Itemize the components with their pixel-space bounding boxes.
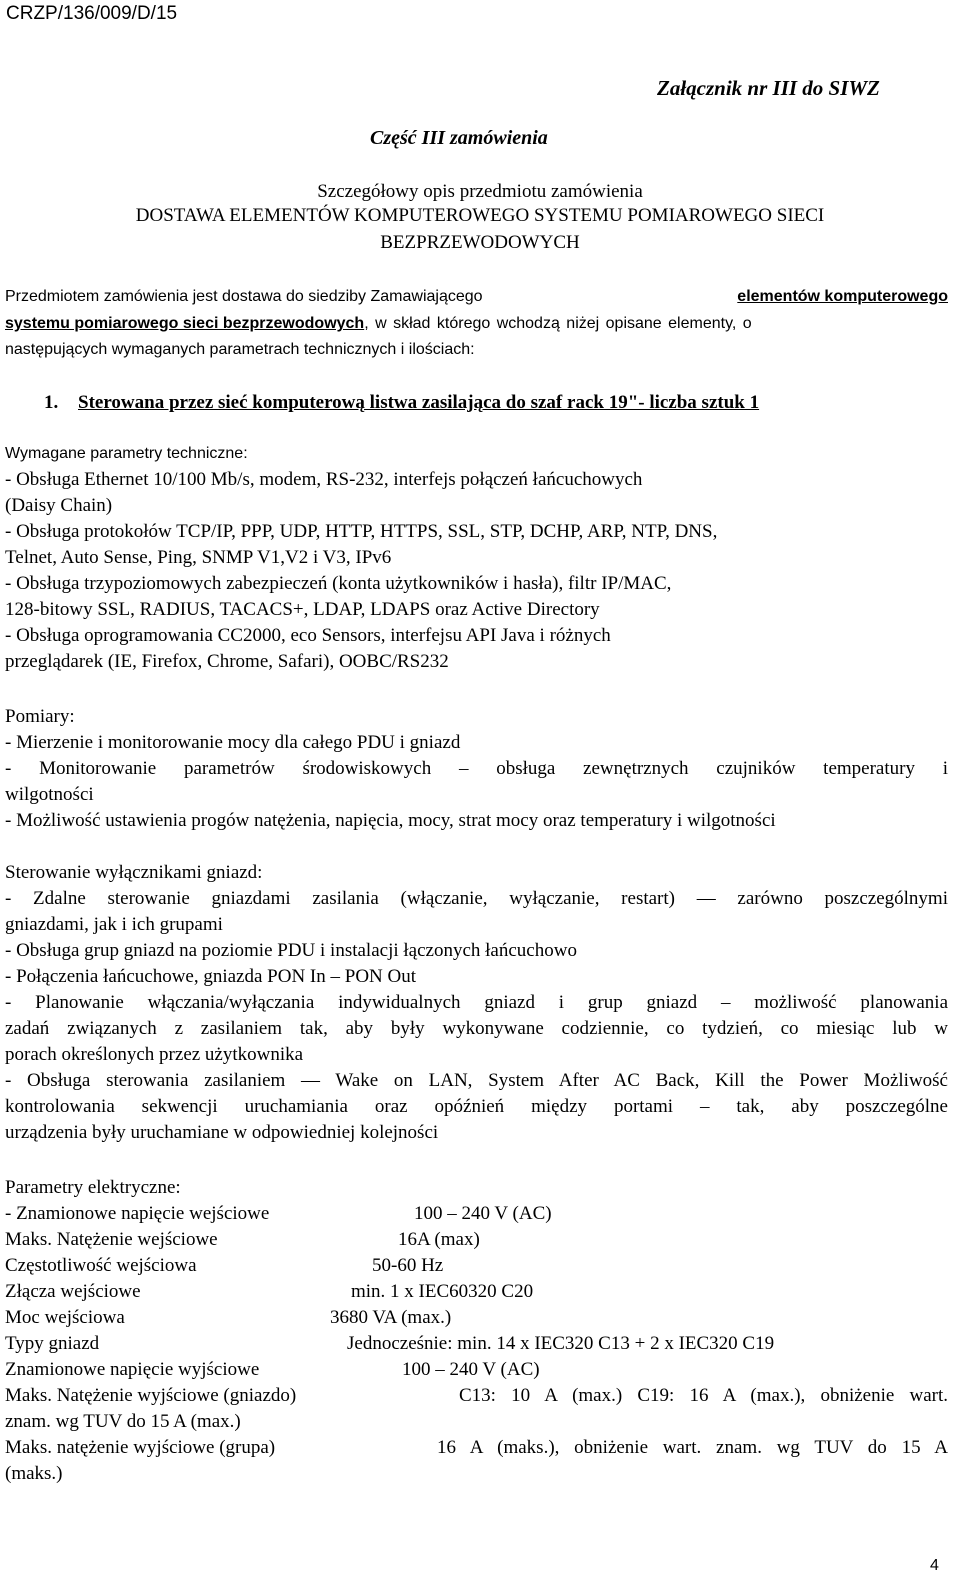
elec-value-5: 3680 VA (max.) — [330, 1307, 452, 1328]
intro-line-3: następujących wymaganych parametrach technicznych i ilościach: — [5, 341, 475, 358]
elec-value-1: 100 – 240 V (AC) — [414, 1203, 552, 1224]
elec-value-6: Jednocześnie: min. 14 x IEC320 C13 + 2 x IEC320 C19 — [347, 1333, 775, 1354]
tech-line-7: - Obsługa oprogramowania CC2000, eco Sensors, interfejsu API Java i różnych — [5, 625, 611, 646]
elec-label-9: znam. wg TUV do 15 A (max.) — [5, 1411, 241, 1432]
control-line-3: - Obsługa grup gniazd na poziomie PDU i instalacji łączonych łańcuchowo — [5, 940, 577, 961]
intro-text-2a: systemu pomiarowego sieci bezprzewodowych — [5, 315, 365, 332]
control-line-9: kontrolowania sekwencji uruchamiania oraz opóźnień między portami – tak, aby poszczególne — [5, 1096, 948, 1117]
annex-label: Załącznik nr III do SIWZ — [657, 76, 880, 100]
control-line-6: zadań związanych z zasilaniem tak, aby były wykonywane codziennie, co tydzień, co miesiąc lub w — [5, 1018, 948, 1039]
elec-label-7: Znamionowe napięcie wyjściowe — [5, 1359, 260, 1380]
title-line-3: BEZPRZEWODOWYCH — [380, 232, 580, 253]
page-number: 4 — [930, 1557, 939, 1574]
elec-label-4: Złącza wejściowe — [5, 1281, 141, 1302]
control-line-10: urządzenia były uruchamiane w odpowiedniej kolejności — [5, 1122, 439, 1143]
tech-line-1: - Obsługa Ethernet 10/100 Mb/s, modem, RS-232, interfejs połączeń łańcuchowych — [5, 469, 643, 490]
tech-line-6: 128-bitowy SSL, RADIUS, TACACS+, LDAP, LDAPS oraz Active Directory — [5, 599, 600, 620]
measure-line-1: - Mierzenie i monitorowanie mocy dla całego PDU i gniazd — [5, 732, 461, 753]
elec-label-8: Maks. Natężenie wyjściowe (gniazdo) — [5, 1385, 297, 1406]
tech-line-3: - Obsługa protokołów TCP/IP, PPP, UDP, HTTP, HTTPS, SSL, STP, DCHP, ARP, NTP, DNS, — [5, 521, 718, 542]
elec-label-6: Typy gniazd — [5, 1333, 100, 1354]
tech-line-5: - Obsługa trzypoziomowych zabezpieczeń (konta użytkowników i hasła), filtr IP/MAC, — [5, 573, 672, 594]
tech-heading: Wymagane parametry techniczne: — [5, 445, 248, 462]
elec-value-7: 100 – 240 V (AC) — [402, 1359, 540, 1380]
control-line-2: gniazdami, jak i ich grupami — [5, 914, 223, 935]
tech-line-4: Telnet, Auto Sense, Ping, SNMP V1,V2 i V3, IPv6 — [5, 547, 392, 568]
measure-line-4: - Możliwość ustawienia progów natężenia, napięcia, mocy, strat mocy oraz temperatury i wilgotności — [5, 810, 776, 831]
elec-value-8: C13: 10 A (max.) C19: 16 A (max.), obniżenie wart. — [459, 1385, 948, 1406]
control-line-8: - Obsługa sterowania zasilaniem — Wake on LAN, System After AC Back, Kill the Power Możliwość — [5, 1070, 948, 1091]
control-line-7: porach określonych przez użytkownika — [5, 1044, 304, 1065]
elec-value-4: min. 1 x IEC60320 C20 — [351, 1281, 534, 1302]
measure-line-2: - Monitorowanie parametrów środowiskowych – obsługa zewnętrznych czujników temperatury i — [5, 758, 948, 779]
intro-text-1a: Przedmiotem zamówienia jest dostawa do siedziby Zamawiającego — [5, 288, 483, 305]
intro-line-1 — [5, 287, 948, 307]
title-line-2: DOSTAWA ELEMENTÓW KOMPUTEROWEGO SYSTEMU POMIAROWEGO SIECI — [135, 205, 825, 226]
elec-value-3: 50-60 Hz — [372, 1255, 444, 1276]
tech-line-8: przeglądarek (IE, Firefox, Chrome, Safari), OOBC/RS232 — [5, 651, 449, 672]
elec-label-3: Częstotliwość wejściowa — [5, 1255, 197, 1276]
elec-label-1: - Znamionowe napięcie wejściowe — [5, 1203, 270, 1224]
elec-label-11: (maks.) — [5, 1463, 63, 1484]
document-code: CRZP/136/009/D/15 — [6, 3, 178, 24]
item-number: 1. — [44, 392, 59, 413]
elec-label-5: Moc wejściowa — [5, 1307, 125, 1328]
elec-value-10: 16 A (maks.), obniżenie wart. znam. wg TUV do 15 A — [437, 1437, 948, 1458]
item-title: Sterowana przez sieć komputerową listwa zasilająca do szaf rack 19"- liczba sztuk 1 — [78, 392, 760, 413]
control-line-5: - Planowanie włączania/wyłączania indywidualnych gniazd i grup gniazd – możliwość planowania — [5, 992, 948, 1013]
intro-text-1b: elementów komputerowego — [737, 288, 948, 305]
electrical-heading: Parametry elektryczne: — [5, 1177, 181, 1198]
measure-heading: Pomiary: — [5, 706, 75, 727]
tech-line-2: (Daisy Chain) — [5, 495, 113, 516]
part-title: Część III zamówienia — [370, 127, 548, 149]
control-line-4: - Połączenia łańcuchowe, gniazda PON In – PON Out — [5, 966, 417, 987]
control-heading: Sterowanie wyłącznikami gniazd: — [5, 862, 263, 883]
control-line-1: - Zdalne sterowanie gniazdami zasilania (włączanie, wyłączanie, restart) — zarówno poszczególnymi — [5, 888, 948, 909]
title-line-1: Szczegółowy opis przedmiotu zamówienia — [317, 181, 643, 202]
elec-label-10: Maks. natężenie wyjściowe (grupa) — [5, 1437, 276, 1458]
measure-line-3: wilgotności — [5, 784, 94, 805]
elec-value-2: 16A (max) — [398, 1229, 480, 1250]
intro-text-2b: , w skład którego wchodzą niżej opisane elementy, o — [364, 315, 752, 332]
intro-line-2 — [5, 314, 948, 334]
elec-label-2: Maks. Natężenie wejściowe — [5, 1229, 218, 1250]
